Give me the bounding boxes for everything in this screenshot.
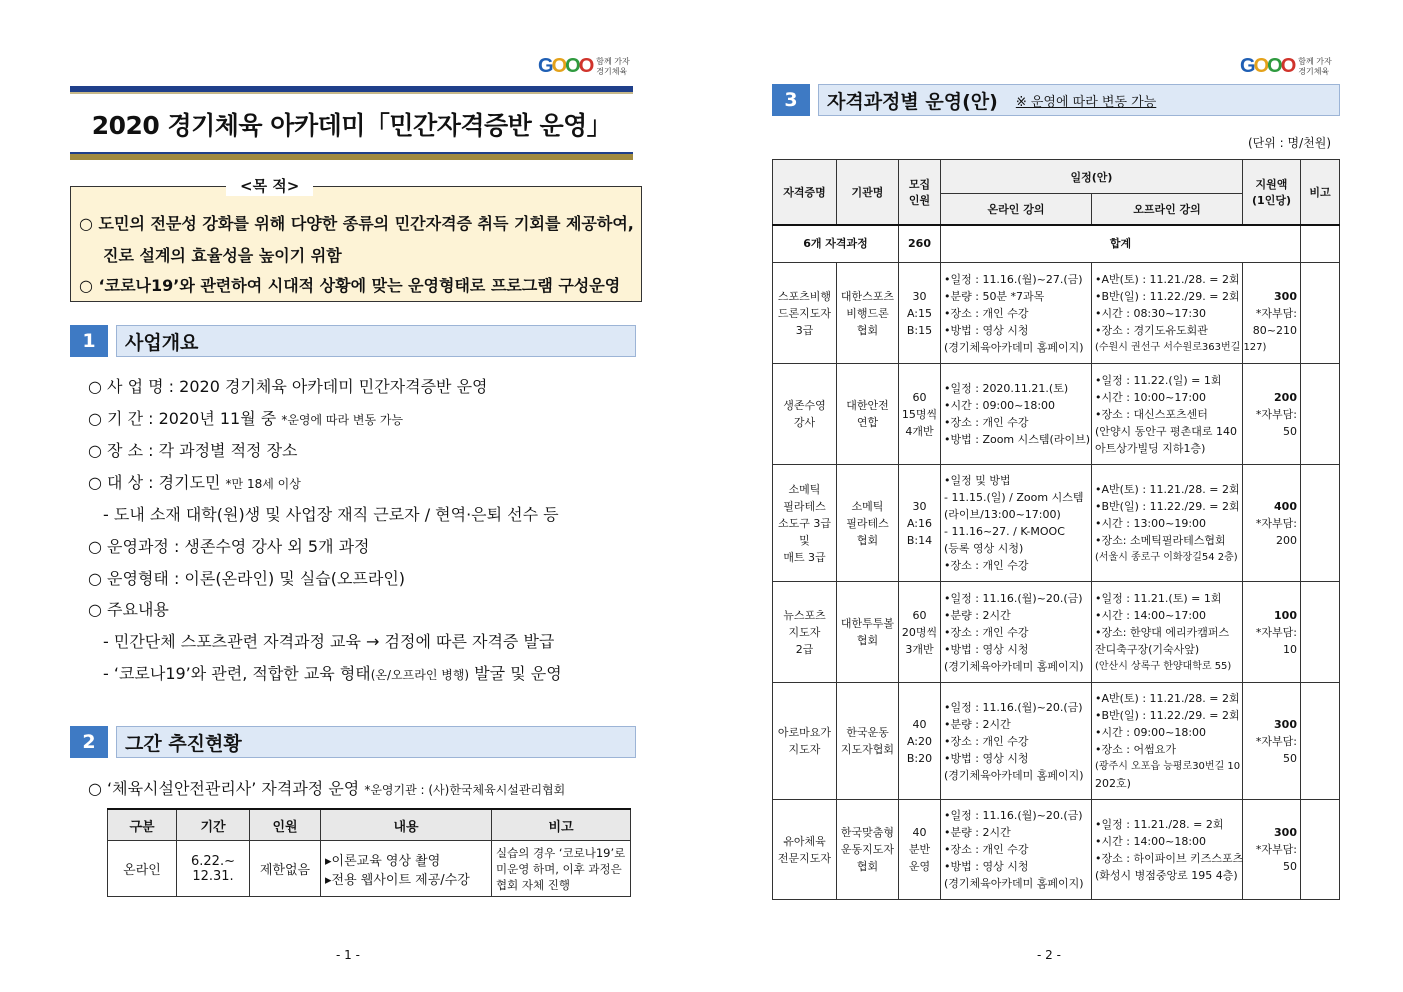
logo-left	[538, 55, 630, 78]
section-2-header	[70, 726, 636, 758]
purpose-line: ○ 도민의 전문성 강화를 위해 다양한 종류의 민간자격증 취득 기회를 제공하여,	[79, 214, 634, 233]
cell-name: 뉴스포츠 지도자 2급	[773, 582, 837, 683]
cell-offline: •일정 : 11.22.(일) = 1회 •시간 : 10:00~17:00 •장소 : 대신스포츠센터 (안양시 동안구 평촌대로 140 아트상가빌딩 지하1층)	[1092, 364, 1243, 465]
section-title: 자격과정별 운영(안) ※ 운영에 따라 변동 가능	[818, 84, 1340, 116]
overview-item: ○ 대 상 : 경기도민 *만 18세 이상	[88, 473, 301, 492]
overview-item: ○ 장 소 : 각 과정별 적정 장소	[88, 441, 298, 460]
header-org: 기관명	[837, 160, 899, 225]
cell-name: 아로마요가 지도자	[773, 683, 837, 800]
cell-cap: 40 분반 운영	[899, 800, 941, 900]
total-count: 260	[899, 225, 941, 263]
header-online: 온라인 강의	[941, 194, 1092, 225]
section-number: 2	[70, 726, 108, 758]
section-note: ※ 운영에 따라 변동 가능	[1015, 94, 1157, 110]
cell-online: •일정 : 11.16.(월)~20.(금) •분량 : 2시간 •장소 : 개인 수강 •방법 : 영상 시청 (경기체육아카데미 홈페이지)	[941, 582, 1092, 683]
cell-cap: 60 20명씩 3개반	[899, 582, 941, 683]
cell-fee: 400 *자부담: 200	[1243, 465, 1301, 582]
cell-org: 대한투투볼 협회	[837, 582, 899, 683]
purpose-line: 진로 설계의 효율성을 높이기 위함	[103, 246, 342, 265]
purpose-line: ○ ‘코로나19’와 관련하여 시대적 상황에 맞는 운영형태로 프로그램 구성운영	[79, 276, 621, 295]
cell-type: 온라인	[108, 841, 177, 897]
cell-online: •일정 : 11.16.(월)~20.(금) •분량 : 2시간 •장소 : 개인 수강 •방법 : 영상 시청 (경기체육아카데미 홈페이지)	[941, 800, 1092, 900]
overview-item: ○ 주요내용	[88, 600, 169, 619]
overview-subitem: - ‘코로나19’와 관련, 적합한 교육 형태(온/오프라인 병행) 발굴 및 운영	[103, 664, 562, 683]
cell-offline: •일정 : 11.21.(토) = 1회 •시간 : 14:00~17:00 •장소: 한양대 에리카캠퍼스 잔디축구장(기숙사앞) (안산시 상록구 한양대학로 55)	[1092, 582, 1243, 683]
section-number: 1	[70, 325, 108, 357]
cell-offline: •A반(토) : 11.21./28. = 2회 •B반(일) : 11.22./29. = 2회 •시간 : 08:30~17:30 •장소 : 경기도유도회관 (수원시 권선구 서수원로363번길 127)	[1092, 263, 1243, 364]
cell-name: 생존수영 강사	[773, 364, 837, 465]
cell-period: 6.22.~ 12.31.	[177, 841, 250, 897]
table-header-row	[108, 809, 631, 841]
header-offline: 오프라인 강의	[1092, 194, 1243, 225]
logo-mark: GOOO	[1240, 55, 1295, 77]
section-title: 그간 추진현황	[116, 726, 636, 758]
document-title: 2020 경기체육 아카데미「민간자격증반 운영」	[91, 111, 612, 140]
header-schedule: 일정(안)	[941, 160, 1243, 194]
logo-text: 함께 가자 경기체육	[596, 56, 630, 76]
header-remark: 비고	[1301, 160, 1340, 225]
cell-offline: •A반(토) : 11.21./28. = 2회 •B반(일) : 11.22./29. = 2회 •시간 : 09:00~18:00 •장소 : 어썸요가 (광주시 오포읍 능평로30번길 10 202호)	[1092, 683, 1243, 800]
cell-cap: 40 A:20 B:20	[899, 683, 941, 800]
table-header: 기간	[177, 809, 250, 841]
total-text: 합계	[941, 225, 1301, 263]
table-row	[773, 683, 1340, 800]
cell-cap: 30 A:16 B:14	[899, 465, 941, 582]
logo-mark: GOOO	[538, 55, 593, 77]
cell-offline: •일정 : 11.21./28. = 2회 •시간 : 14:00~18:00 •장소 : 하이파이브 키즈스포츠 (화성시 병점중앙로 195 4층)	[1092, 800, 1243, 900]
section-number: 3	[772, 84, 810, 116]
cell-org: 대한스포츠 비행드론 협회	[837, 263, 899, 364]
cell-people: 제한없음	[250, 841, 321, 897]
cell-fee: 100 *자부담: 10	[1243, 582, 1301, 683]
table-header: 구분	[108, 809, 177, 841]
cell-online: •일정 : 2020.11.21.(토) •시간 : 09:00~18:00 •장소 : 개인 수강 •방법 : Zoom 시스템(라이브)	[941, 364, 1092, 465]
cell-online: •일정 : 11.16.(월)~27.(금) •분량 : 50분 *7과목 •장소 : 개인 수강 •방법 : 영상 시청 (경기체육아카데미 홈페이지)	[941, 263, 1092, 364]
purpose-box	[70, 177, 642, 302]
logo-right	[1240, 55, 1332, 78]
table-row	[773, 582, 1340, 683]
table-row	[773, 465, 1340, 582]
overview-item: ○ 운영과정 : 생존수영 강사 외 5개 과정	[88, 537, 370, 556]
page-number: - 1 -	[336, 948, 360, 962]
table-row	[108, 841, 631, 897]
section-title: 사업개요	[116, 325, 636, 357]
overview-item: ○ 기 간 : 2020년 11월 중 *운영에 따라 변동 가능	[88, 409, 404, 428]
cell-org: 소메틱 필라테스 협회	[837, 465, 899, 582]
cell-content: ▸이론교육 영상 촬영 ▸전용 웹사이트 제공/수강	[321, 841, 492, 897]
section-1-header	[70, 325, 636, 357]
cell-cap: 30 A:15 B:15	[899, 263, 941, 364]
purpose-label: <목 적>	[226, 175, 313, 196]
document-title-box	[70, 86, 633, 160]
table-row	[773, 800, 1340, 900]
header-cap: 모집 인원	[899, 160, 941, 225]
cell-fee: 200 *자부담: 50	[1243, 364, 1301, 465]
total-label: 6개 자격과정	[773, 225, 899, 263]
table-header: 비고	[492, 809, 631, 841]
progress-item: ○ ‘체육시설안전관리사’ 자격과정 운영 *운영기관 : (사)한국체육시설관리협회	[88, 779, 566, 798]
overview-subitem: - 민간단체 스포츠관련 자격과정 교육 → 검정에 따른 자격증 발급	[103, 632, 555, 651]
cell-online: •일정 및 방법 - 11.15.(일) / Zoom 시스템 (라이브/13:00~17:00) - 11.16~27. / K-MOOC (등록 영상 시청) •장소 : 개인 수강	[941, 465, 1092, 582]
table-row	[773, 364, 1340, 465]
cell-fee: 300 *자부담: 50	[1243, 800, 1301, 900]
cell-org: 한국운동 지도자협회	[837, 683, 899, 800]
table-header-row	[773, 160, 1340, 194]
unit-label: (단위 : 명/천원)	[1248, 136, 1332, 150]
logo-text: 함께 가자 경기체육	[1298, 56, 1332, 76]
overview-item: ○ 운영형태 : 이론(온라인) 및 실습(오프라인)	[88, 569, 406, 588]
table-header: 인원	[250, 809, 321, 841]
cell-name: 유아체육 전문지도자	[773, 800, 837, 900]
overview-item: ○ 사 업 명 : 2020 경기체육 아카데미 민간자격증반 운영	[88, 377, 488, 396]
overview-subitem: - 도내 소재 대학(원)생 및 사업장 재직 근로자 / 현역·은퇴 선수 등	[103, 505, 559, 524]
cell-cap: 60 15명씩 4개반	[899, 364, 941, 465]
page-number: - 2 -	[1037, 948, 1061, 962]
table-header: 내용	[321, 809, 492, 841]
header-fee: 지원액 (1인당)	[1243, 160, 1301, 225]
section-3-header	[772, 84, 1340, 116]
table-row	[773, 263, 1340, 364]
cell-fee: 300 *자부담: 50	[1243, 683, 1301, 800]
cell-name: 소메틱 필라테스 소도구 3급 및 매트 3급	[773, 465, 837, 582]
progress-table	[107, 808, 631, 897]
cell-name: 스포츠비행 드론지도자 3급	[773, 263, 837, 364]
total-row	[773, 225, 1340, 263]
header-name: 자격증명	[773, 160, 837, 225]
cell-fee: 300 *자부담: 80~210	[1243, 263, 1301, 364]
cell-offline: •A반(토) : 11.21./28. = 2회 •B반(일) : 11.22./29. = 2회 •시간 : 13:00~19:00 •장소: 소메틱필라테스협회 (서울시 종로구 이화장길54 2층)	[1092, 465, 1243, 582]
cell-org: 한국맞춤형 운동지도자 협회	[837, 800, 899, 900]
cell-note: 실습의 경우 ‘코로나19’로 미운영 하며, 이후 과정은 협회 자체 진행	[492, 841, 631, 897]
course-table	[772, 159, 1340, 900]
cell-org: 대한안전 연합	[837, 364, 899, 465]
cell-online: •일정 : 11.16.(월)~20.(금) •분량 : 2시간 •장소 : 개인 수강 •방법 : 영상 시청 (경기체육아카데미 홈페이지)	[941, 683, 1092, 800]
